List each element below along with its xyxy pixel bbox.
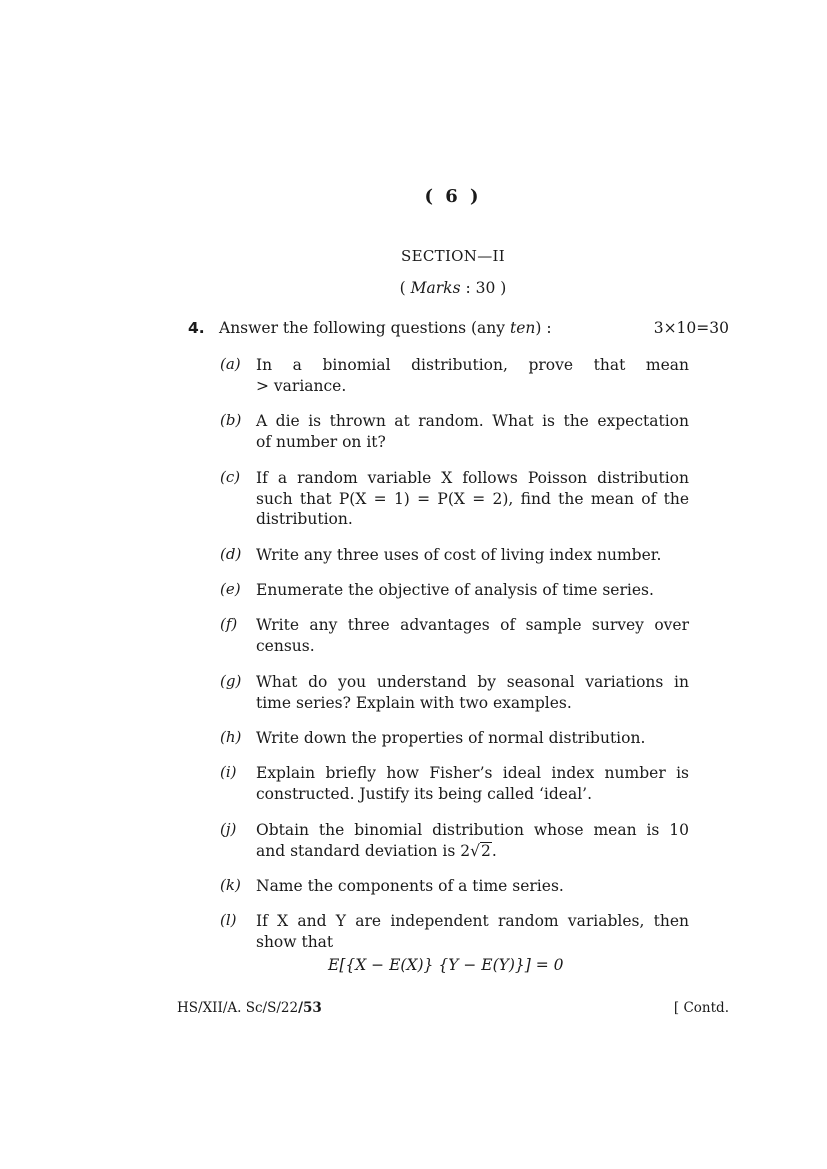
stem-prefix: Answer the following questions (any (219, 319, 510, 337)
item-k-line-1: Name the components of a time series. (256, 877, 564, 895)
marks-label: Marks (410, 279, 461, 297)
item-h-line-1: Write down the properties of normal distribution. (256, 729, 646, 747)
item-f-line-1: Write any three advantages of sample survey over (256, 616, 689, 634)
item-text-g (256, 672, 689, 713)
item-l-line-2: show that (256, 932, 334, 951)
item-label-k: (k) (220, 876, 241, 894)
item-label-e: (e) (220, 580, 241, 598)
item-text-d (256, 545, 689, 566)
stem-italic: ten (509, 319, 536, 337)
item-j-line-2-text: and standard deviation is 2 (256, 841, 471, 860)
item-e-line-1: Enumerate the objective of analysis of time series. (256, 581, 654, 599)
item-j-period: . (491, 841, 497, 860)
item-text-c (256, 468, 689, 530)
item-label-c: (c) (220, 468, 241, 486)
item-c-line-2: such that P(X = 1) = P(X = 2), find the mean of the (256, 489, 689, 508)
item-j-line-1: Obtain the binomial distribution whose mean is 10 (256, 821, 689, 839)
item-label-d: (d) (220, 545, 242, 563)
paper-code-suffix: /53 (298, 1000, 322, 1016)
question-marks: 3×10=30 (653, 319, 729, 337)
paper-code-prefix: HS/XII/A. Sc/S/22 (177, 1000, 299, 1016)
item-d-line-1: Write any three uses of cost of living index number. (256, 546, 662, 564)
paper-code (177, 1000, 322, 1016)
item-b-line-2: of number on it? (256, 432, 386, 451)
item-label-b: (b) (220, 411, 242, 429)
question-stem (219, 319, 552, 337)
item-text-j (256, 820, 689, 861)
item-label-i: (i) (220, 763, 237, 781)
item-text-a (256, 355, 689, 396)
item-g-line-1: What do you understand by seasonal variations in (256, 673, 689, 691)
stem-suffix: ) : (535, 319, 552, 337)
item-text-l (256, 911, 689, 952)
item-b-line-1: A die is thrown at random. What is the expectation (256, 412, 689, 430)
item-label-l: (l) (220, 911, 237, 929)
item-label-j: (j) (220, 820, 237, 838)
section-marks (0, 279, 827, 297)
page-number: ( 6 ) (424, 186, 482, 207)
item-c-line-3: distribution. (256, 510, 353, 528)
item-text-f (256, 615, 689, 656)
marks-suffix: : 30 ) (460, 279, 507, 297)
sqrt-radicand: 2 (480, 841, 491, 860)
item-f-line-2: census. (256, 636, 315, 655)
item-label-f: (f) (220, 615, 238, 633)
item-a-line-2: > variance. (256, 376, 347, 395)
item-text-e (256, 580, 689, 601)
item-text-b (256, 411, 689, 452)
question-number: 4. (188, 319, 205, 337)
item-text-h (256, 728, 689, 749)
item-label-a: (a) (220, 355, 241, 373)
item-g-line-2: time series? Explain with two examples. (256, 693, 572, 712)
item-l-line-1: If X and Y are independent random variables, then (256, 912, 689, 930)
item-text-k (256, 876, 689, 897)
item-j-line-2: and standard deviation is 2√2. (256, 841, 497, 860)
item-text-i (256, 763, 689, 804)
expectation-equation: E[{X − E(X)} {Y − E(Y)}] = 0 (328, 956, 564, 974)
item-i-line-2: constructed. Justify its being called ‘ideal’. (256, 784, 593, 803)
contd-label: [ Contd. (673, 1000, 729, 1016)
item-c-line-1: If a random variable X follows Poisson distribution (256, 469, 689, 487)
item-a-line-1: In a binomial distribution, prove that mean (256, 356, 689, 374)
item-label-g: (g) (220, 672, 242, 690)
section-title: SECTION—II (401, 247, 505, 265)
item-label-h: (h) (220, 728, 242, 746)
marks-prefix: ( (399, 279, 411, 297)
item-i-line-1: Explain briefly how Fisher’s ideal index number is (256, 764, 689, 782)
